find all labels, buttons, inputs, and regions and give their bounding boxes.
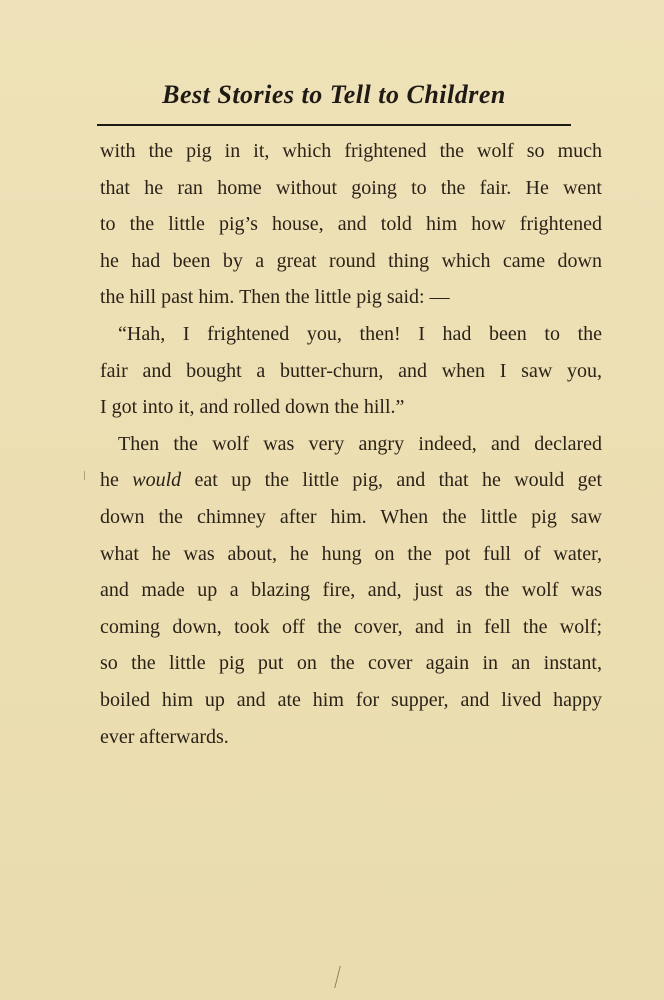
text-line: with the pig in it, which frightened the wolf so much [100, 140, 602, 162]
text-line: boiled him up and ate him for supper, and lived happy [100, 688, 602, 711]
margin-mark [84, 471, 85, 480]
text-line: so the little pig put on the cover again in an instant, [100, 652, 602, 675]
text-line: ever afterwards. [100, 725, 229, 748]
emphasized-word: would [132, 469, 182, 492]
running-header: Best Stories to Tell to Children [162, 80, 506, 109]
text-line-with-emphasis [100, 462, 602, 499]
text-line: and made up a blazing fire, and, just as the wolf was [100, 579, 602, 602]
text-line: that he ran home without going to the fair. He went [100, 176, 602, 199]
text-line: down the chimney after him. When the little pig saw [100, 505, 602, 528]
text-fragment: he [100, 469, 119, 492]
text-line: coming down, took off the cover, and in fell the wolf; [100, 615, 602, 638]
header-rule [97, 124, 571, 126]
text-line: the hill past him. Then the little pig said: — [100, 286, 450, 309]
text-line: he had been by a great round thing which came down [100, 249, 602, 272]
story-text [100, 133, 602, 755]
text-line: I got into it, and rolled down the hill.” [100, 396, 405, 419]
pencil-mark [334, 966, 346, 988]
text-line: “Hah, I frightened you, then! I had been to the [118, 322, 602, 345]
text-fragment: eat up the little pig, and that he would get [194, 469, 603, 492]
text-line: what he was about, he hung on the pot full of water, [100, 542, 602, 565]
text-line: Then the wolf was very angry indeed, and declared [118, 432, 602, 455]
text-line: to the little pig’s house, and told him how frightened [100, 213, 602, 236]
text-line: fair and bought a butter-churn, and when I saw you, [100, 359, 602, 382]
